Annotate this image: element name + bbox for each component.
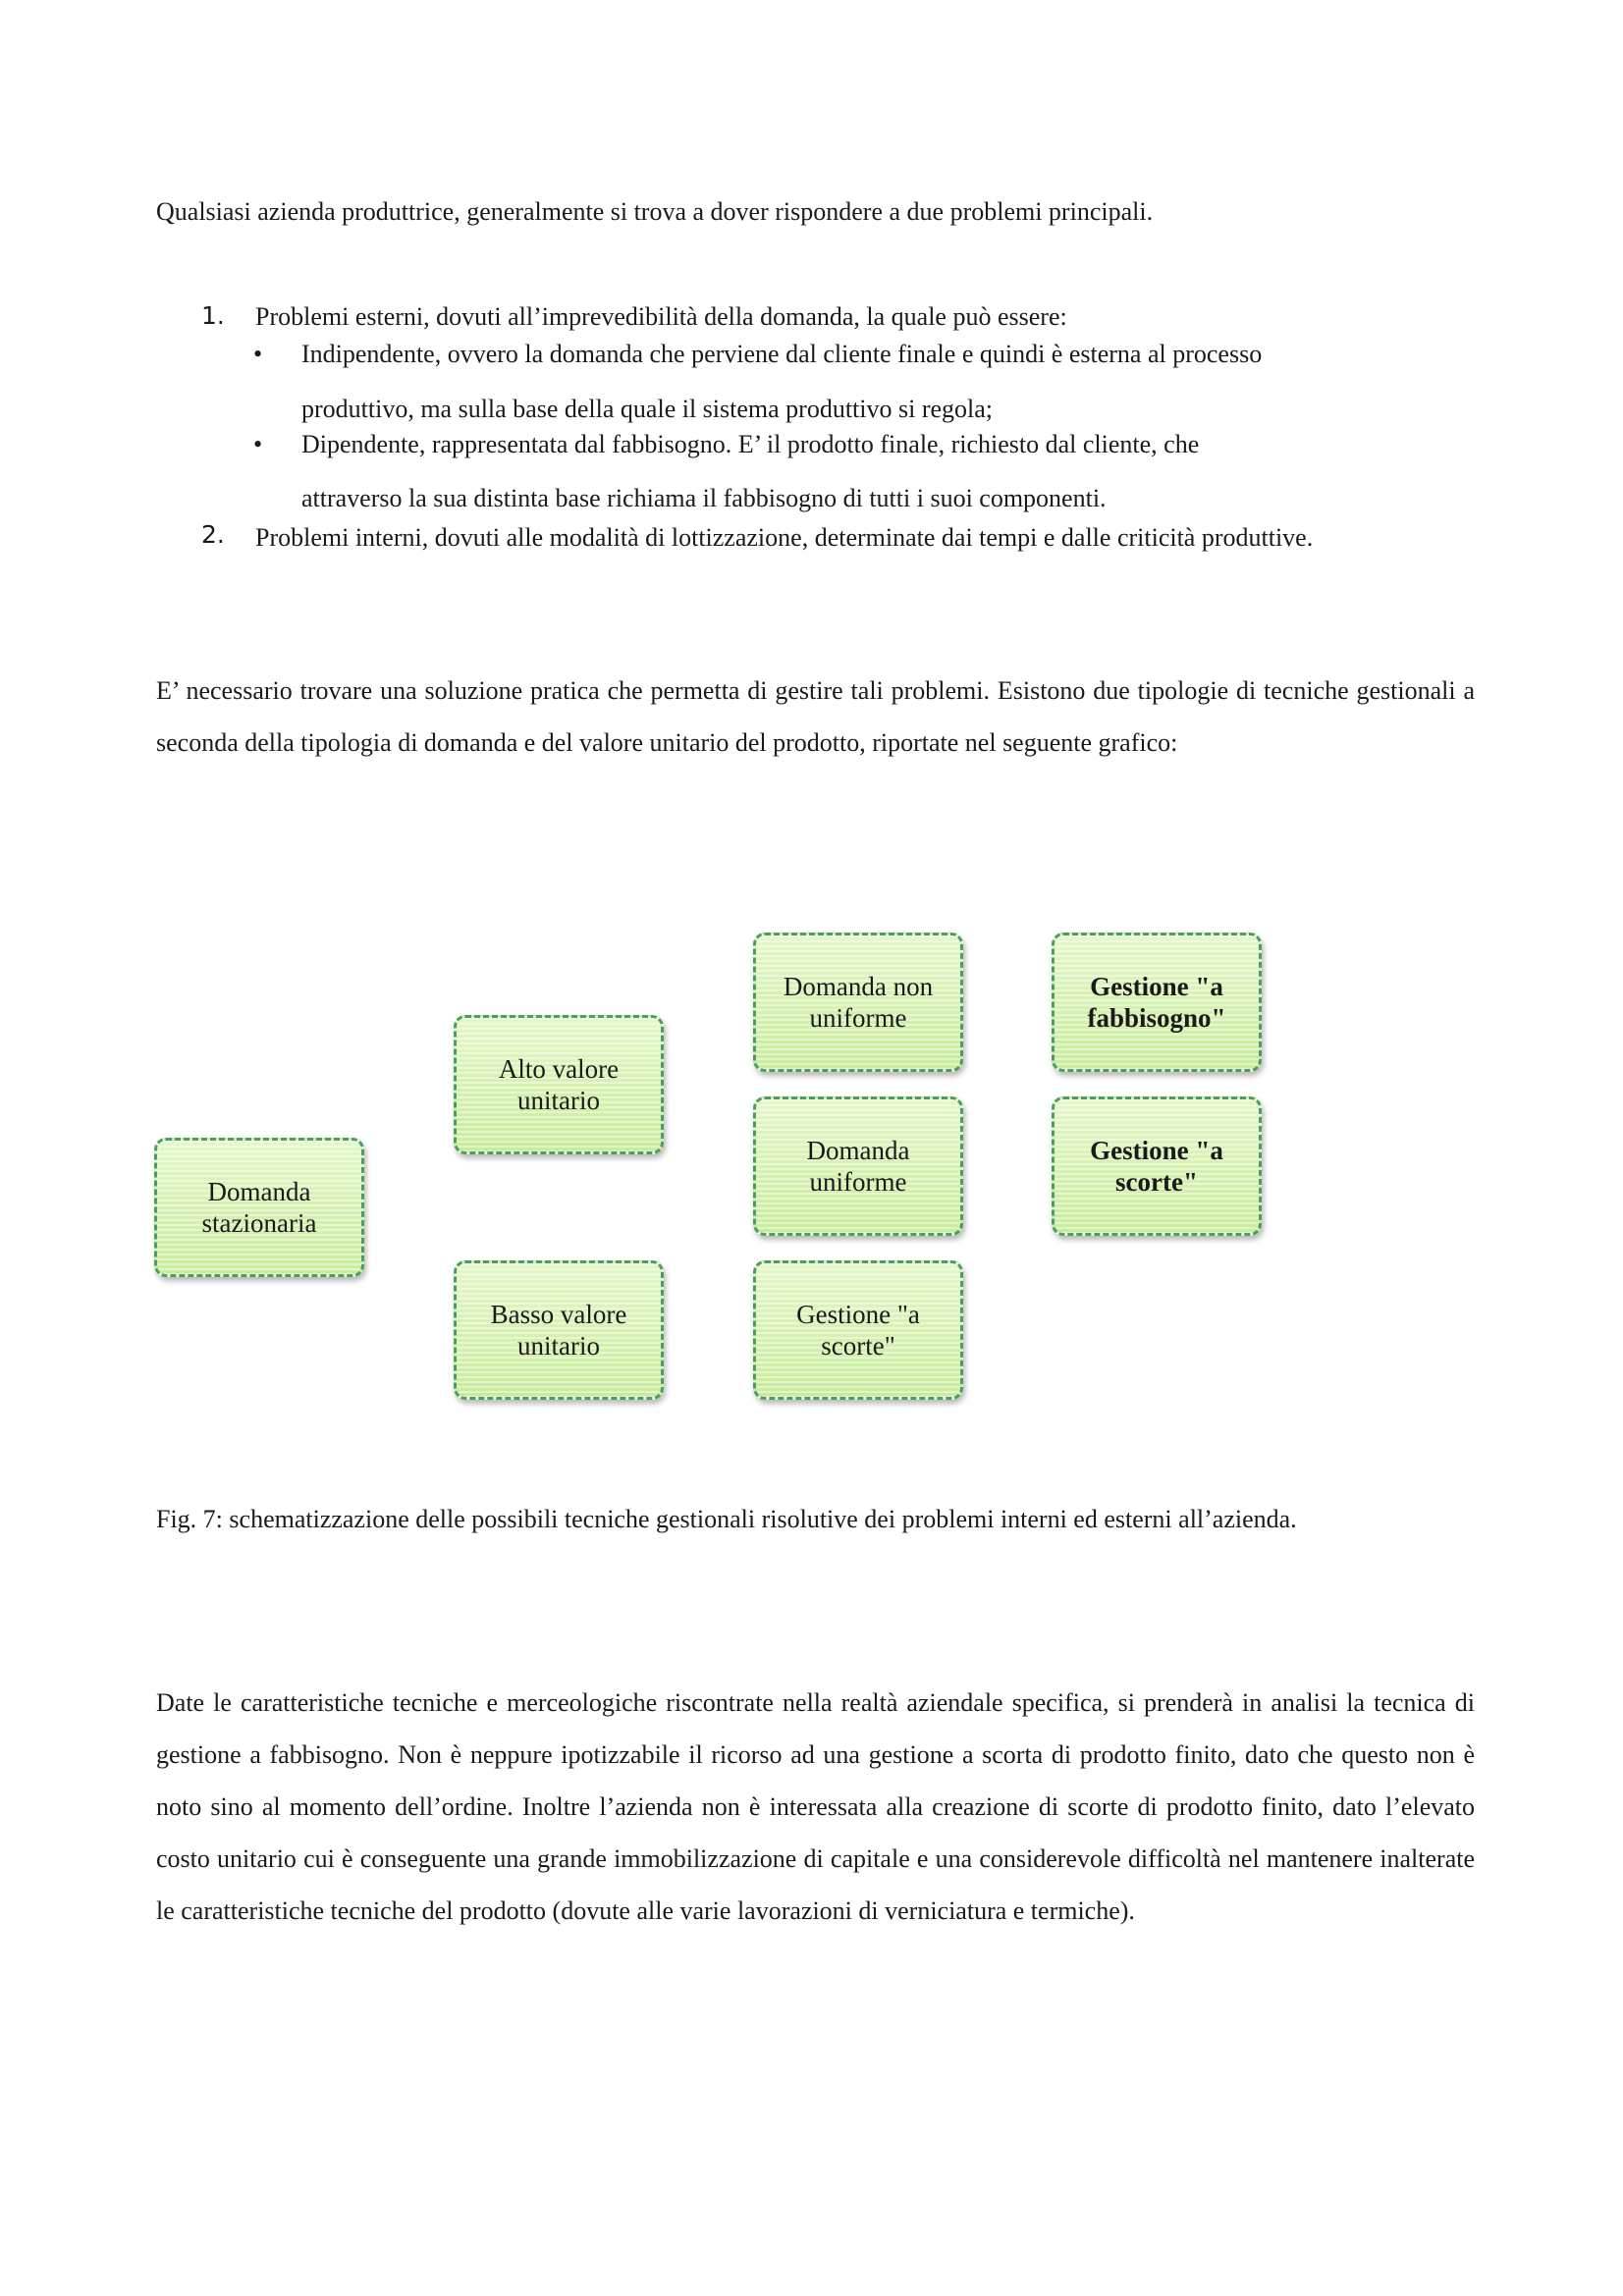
paragraph-conclusion: Date le caratteristiche tecniche e merceologiche riscontrate nella realtà aziendale specifica, si prenderà in analisi la tecnica di gestione a fabbisogno. Non è neppure ipotizzabile il ricorso ad una gestione a scorta di prodotto finito, dato che questo non è noto sino al momento dell’ordine. Inoltre l’azienda non è interessata alla creazione di scorte di prodotto finito, dato l’elevato costo unitario cui è conseguente una grande immobilizzazione di capitale e una considerevole difficoltà nel mantenere inalterate le caratteristiche tecniche del prodotto (dovute alle varie lavorazioni di verniciatura e termiche). <box>156 1688 1475 1925</box>
box-domanda-stazionaria: Domanda stazionaria <box>154 1138 364 1277</box>
box-alto-valore-unitario: Alto valore unitario <box>454 1015 664 1154</box>
box-gestione-fabbisogno: Gestione "a fabbisogno" <box>1052 933 1262 1072</box>
box-gestione-scorte-basso: Gestione "a scorte" <box>753 1260 963 1400</box>
paragraph-intro-diagram: E’ necessario trovare una soluzione pratica che permetta di gestire tali problemi. Esistono due tipologie di tecniche gestionali a seconda della tipologia di domanda e del valore unitario del prodotto, riportate nel seguente grafico: <box>156 676 1475 757</box>
box-domanda-non-uniforme: Domanda non uniforme <box>753 933 963 1072</box>
bullet-dipendente-line2: attraverso la sua distinta base richiama il fabbisogno di tutti i suoi componenti. <box>301 484 1107 512</box>
intro-paragraph: Qualsiasi azienda produttrice, generalmente si trova a dover rispondere a due problemi principali. <box>156 197 1154 226</box>
bullet-indipendente-line1: Indipendente, ovvero la domanda che perviene dal cliente finale e quindi è esterna al processo <box>301 340 1263 368</box>
bullet-icon: • <box>253 430 263 458</box>
list-item-internal-problems: Problemi interni, dovuti alle modalità di lottizzazione, determinate dai tempi e dalle criticità produttive. <box>255 523 1314 552</box>
bullet-dipendente-line1: Dipendente, rappresentata dal fabbisogno. E’ il prodotto finale, richiesto dal cliente, che <box>301 430 1200 458</box>
list-item-external-problems: Problemi esterni, dovuti all’imprevedibilità della domanda, la quale può essere: <box>255 302 1067 331</box>
figure-caption: Fig. 7: schematizzazione delle possibili tecniche gestionali risolutive dei problemi interni ed esterni all’azienda. <box>156 1505 1297 1533</box>
box-basso-valore-unitario: Basso valore unitario <box>454 1260 664 1400</box>
box-gestione-scorte-alto: Gestione "a scorte" <box>1052 1096 1262 1236</box>
bullet-icon: • <box>253 340 263 368</box>
list-number-1: 1. <box>201 301 225 330</box>
box-domanda-uniforme: Domanda uniforme <box>753 1096 963 1236</box>
list-number-2: 2. <box>201 520 225 549</box>
bullet-indipendente-line2: produttivo, ma sulla base della quale il sistema produttivo si regola; <box>301 395 994 423</box>
